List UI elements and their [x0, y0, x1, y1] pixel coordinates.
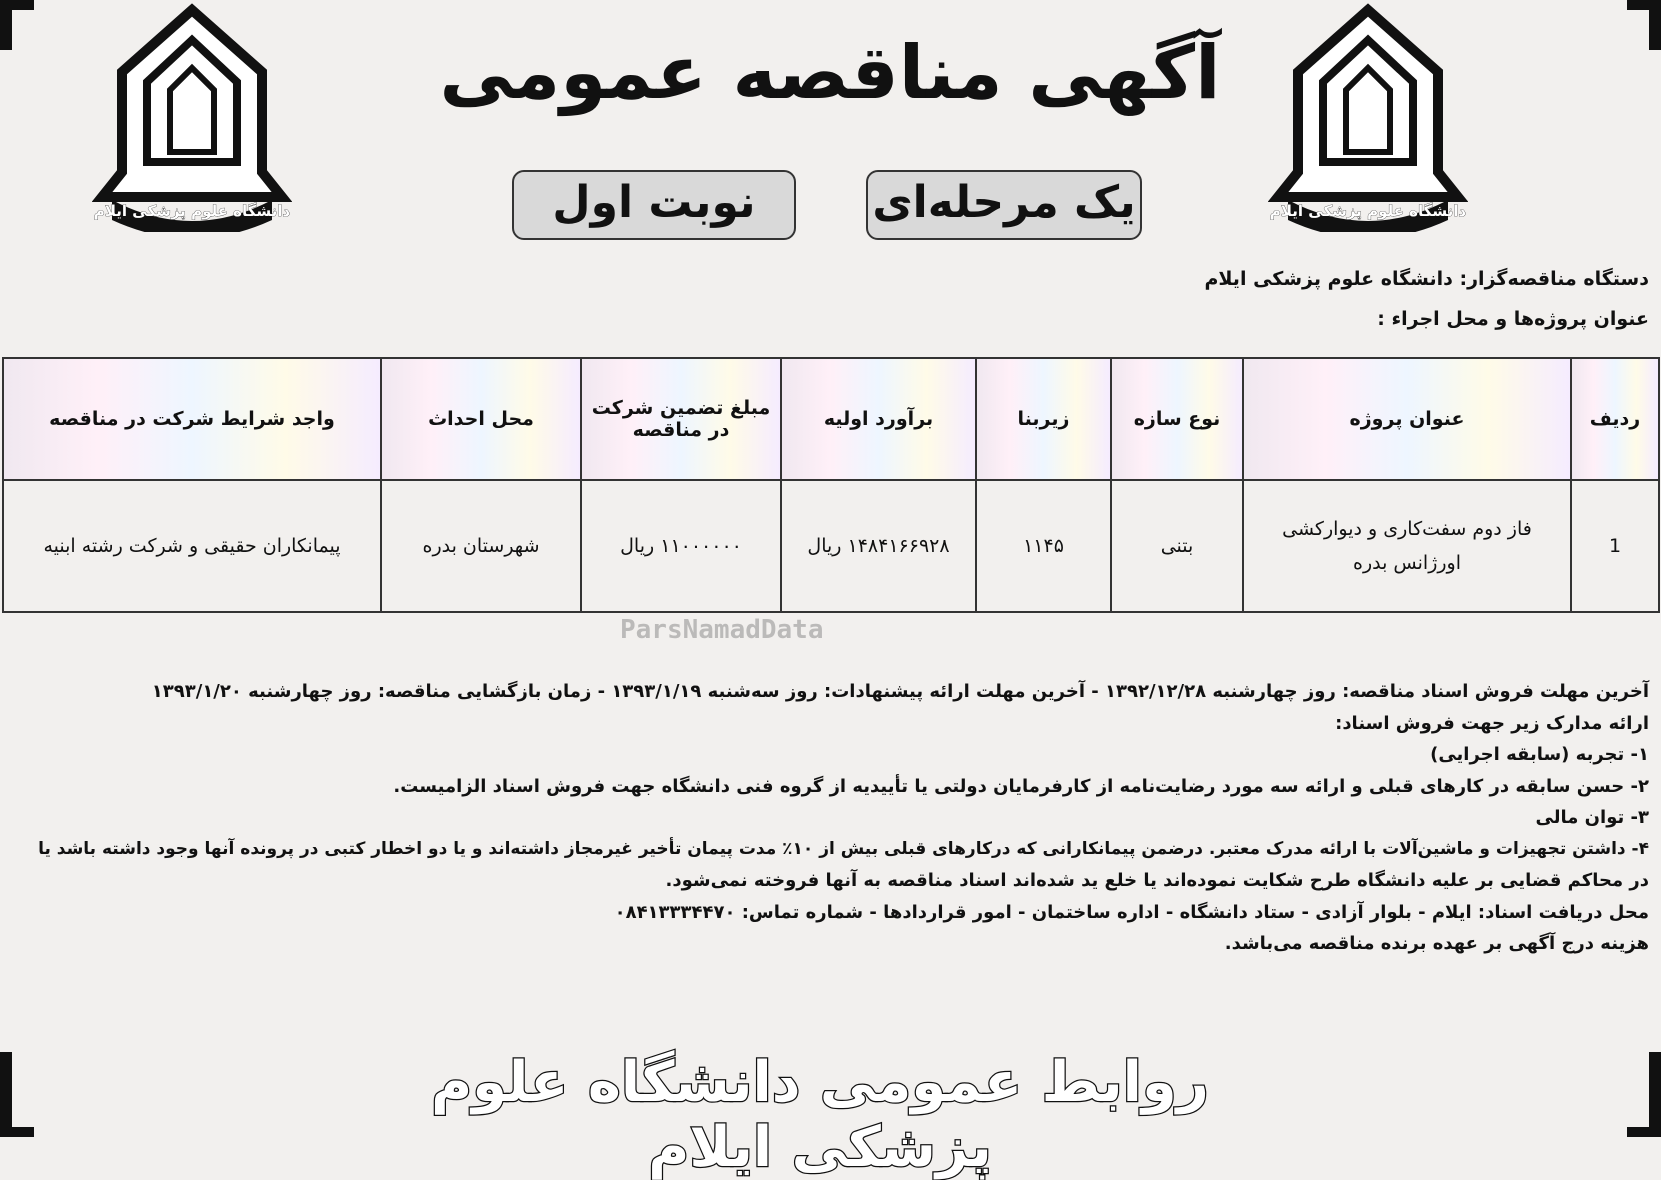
university-logo-icon	[1268, 2, 1468, 232]
corner-mark-bottom-right-vertical	[1649, 1052, 1661, 1137]
requirement-item: ۳- توان مالی	[1535, 807, 1649, 828]
requirement-item-continued: در محاکم قضایی بر علیه دانشگاه طرح شکایت نموده‌اند یا خلع ید شده‌اند اسناد مناقصه به آنها فروخته نمی‌شود.	[665, 870, 1649, 891]
round-badge: نوبت اول	[512, 170, 796, 240]
table-header-row	[3, 358, 1659, 480]
page-title: آگهی مناقصه عمومی	[439, 30, 1221, 116]
cell-location: شهرستان بدره	[381, 480, 581, 612]
column-header: برآورد اولیه	[781, 358, 976, 480]
cell-estimate: ۱۴۸۴۱۶۶۹۲۸ ریال	[781, 480, 976, 612]
cell-area: ۱۱۴۵	[976, 480, 1111, 612]
cell-structure-type: بتنی	[1111, 480, 1243, 612]
column-header: محل احداث	[381, 358, 581, 480]
cell-row-number: 1	[1571, 480, 1659, 612]
cell-guarantee: ۱۱۰۰۰۰۰۰ ریال	[581, 480, 781, 612]
cell-eligibility: پیمانکاران حقیقی و شرکت رشته ابنیه	[3, 480, 381, 612]
column-header: مبلغ تضمین شرکت در مناقصه	[581, 358, 781, 480]
university-logo-left	[92, 2, 292, 232]
requirement-item: ۴- داشتن تجهیزات و ماشین‌آلات با ارائه مدرک معتبر. درضمن پیمانکارانی که درکارهای قبلی بیش از ۱۰٪ مدت پیمان تأخیر غیرمجاز داشته‌اند و یا دو اخطار کتبی در پرونده آنها وجود داشته باشد یا	[38, 838, 1649, 859]
projects-label: عنوان پروژه‌ها و محل اجراء :	[1377, 308, 1649, 330]
tender-table	[2, 357, 1660, 613]
university-logo-right	[1268, 2, 1468, 232]
table-row	[3, 480, 1659, 612]
requirement-item: ۲- حسن سابقه در کارهای قبلی و ارائه سه مورد رضایت‌نامه از کارفرمایان دولتی یا تأییدیه از گروه فنی دانشگاه جهت فروش اسناد الزامیست.	[393, 775, 1649, 797]
corner-mark-top-right-vertical	[1649, 0, 1661, 50]
column-header: واجد شرایط شرکت در مناقصه	[3, 358, 381, 480]
address-line: محل دریافت اسناد: ایلام - بلوار آزادی - ستاد دانشگاه - اداره ساختمان - امور قراردادها - شماره تماس: ۰۸۴۱۳۳۳۴۴۷۰	[614, 901, 1649, 923]
cell-project-title: فاز دوم سفت‌کاری و دیوارکشی اورژانس بدره	[1243, 480, 1571, 612]
logo-caption: دانشگاه علوم پزشکی ایلام	[1269, 202, 1467, 220]
corner-mark-bottom-left-vertical	[0, 1052, 12, 1137]
column-header: ردیف	[1571, 358, 1659, 480]
column-header: نوع سازه	[1111, 358, 1243, 480]
column-header: زیربنا	[976, 358, 1111, 480]
corner-mark-top-left-vertical	[0, 0, 12, 50]
column-header: عنوان پروژه	[1243, 358, 1571, 480]
documents-intro: ارائه مدارک زیر جهت فروش اسناد:	[1335, 712, 1649, 734]
watermark: ParsNamadData	[620, 615, 824, 645]
requirement-item: ۱- تجربه (سابقه اجرایی)	[1430, 744, 1649, 765]
footer-signature: روابط عمومی دانشگاه علوم پزشکی ایلام	[431, 1050, 1209, 1180]
logo-caption: دانشگاه علوم پزشکی ایلام	[93, 202, 291, 220]
university-logo-icon	[92, 2, 292, 232]
notice-body	[9, 676, 1649, 960]
stage-badge: یک مرحله‌ای	[866, 170, 1142, 240]
cost-line: هزینه درج آگهی بر عهده برنده مناقصه می‌باشد.	[1224, 933, 1649, 954]
deadlines-line: آخرین مهلت فروش اسناد مناقصه: روز چهارشنبه ۱۳۹۲/۱۲/۲۸ - آخرین مهلت ارائه پیشنهادات: روز سه‌شنبه ۱۳۹۳/۱/۱۹ - زمان بازگشایی مناقصه: روز چهارشنبه ۱۳۹۳/۱/۲۰	[151, 681, 1649, 702]
organizer-line: دستگاه مناقصه‌گزار: دانشگاه علوم پزشکی ایلام	[1204, 268, 1649, 290]
